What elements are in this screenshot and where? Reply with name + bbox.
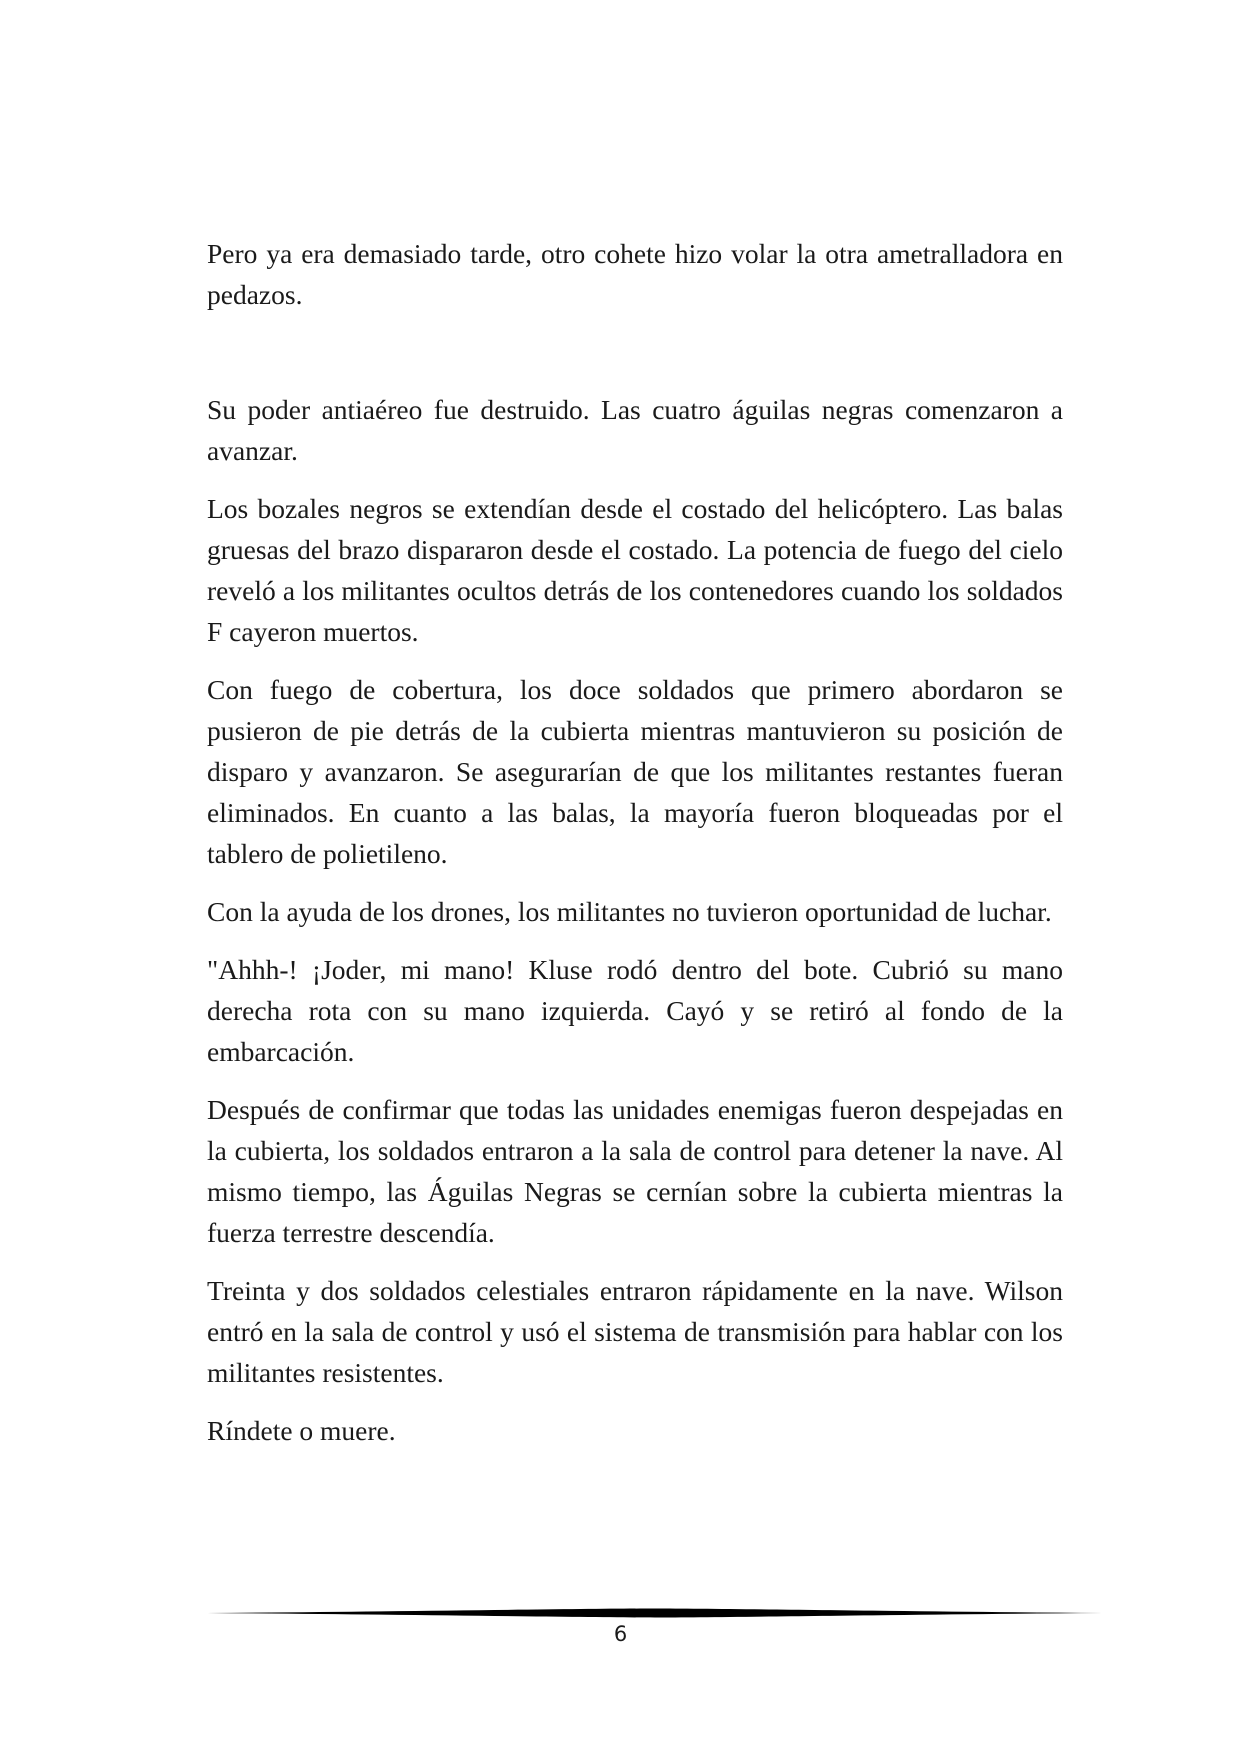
paragraph: Pero ya era demasiado tarde, otro cohete hizo volar la otra ametralladora en pedazos. bbox=[207, 238, 1063, 310]
paragraph: Treinta y dos soldados celestiales entraron rápidamente en la nave. Wilson entró en la sala de control y usó el sistema de transmisión para hablar con los militantes resistentes. bbox=[207, 1275, 1063, 1388]
footer-rule bbox=[207, 1607, 1103, 1619]
body-text bbox=[207, 233, 1063, 1468]
paragraph: "Ahhh-! ¡Joder, mi mano! Kluse rodó dentro del bote. Cubrió su mano derecha rota con su mano izquierda. Cayó y se retiró al fondo de la embarcación. bbox=[207, 954, 1063, 1067]
paragraph: Con fuego de cobertura, los doce soldados que primero abordaron se pusieron de pie detrás de la cubierta mientras mantuvieron su posición de disparo y avanzaron. Se asegurarían de que los militantes restantes fueran eliminados. En cuanto a las balas, la mayoría fueron bloqueadas por el tablero de polietileno. bbox=[207, 674, 1063, 869]
paragraph: Ríndete o muere. bbox=[207, 1415, 396, 1446]
page-number: 6 bbox=[613, 1622, 628, 1646]
paragraph: Con la ayuda de los drones, los militantes no tuvieron oportunidad de luchar. bbox=[207, 896, 1052, 927]
paragraph: Después de confirmar que todas las unidades enemigas fueron despejadas en la cubierta, los soldados entraron a la sala de control para detener la nave. Al mismo tiempo, las Águilas Negras se cernían sobre la cubierta mientras la fuerza terrestre descendía. bbox=[207, 1094, 1063, 1248]
paragraph: Los bozales negros se extendían desde el costado del helicóptero. Las balas gruesas del brazo dispararon desde el costado. La potencia de fuego del cielo reveló a los militantes ocultos detrás de los contenedores cuando los soldados F cayeron muertos. bbox=[207, 493, 1063, 647]
paragraph: Su poder antiaéreo fue destruido. Las cuatro águilas negras comenzaron a avanzar. bbox=[207, 394, 1063, 466]
